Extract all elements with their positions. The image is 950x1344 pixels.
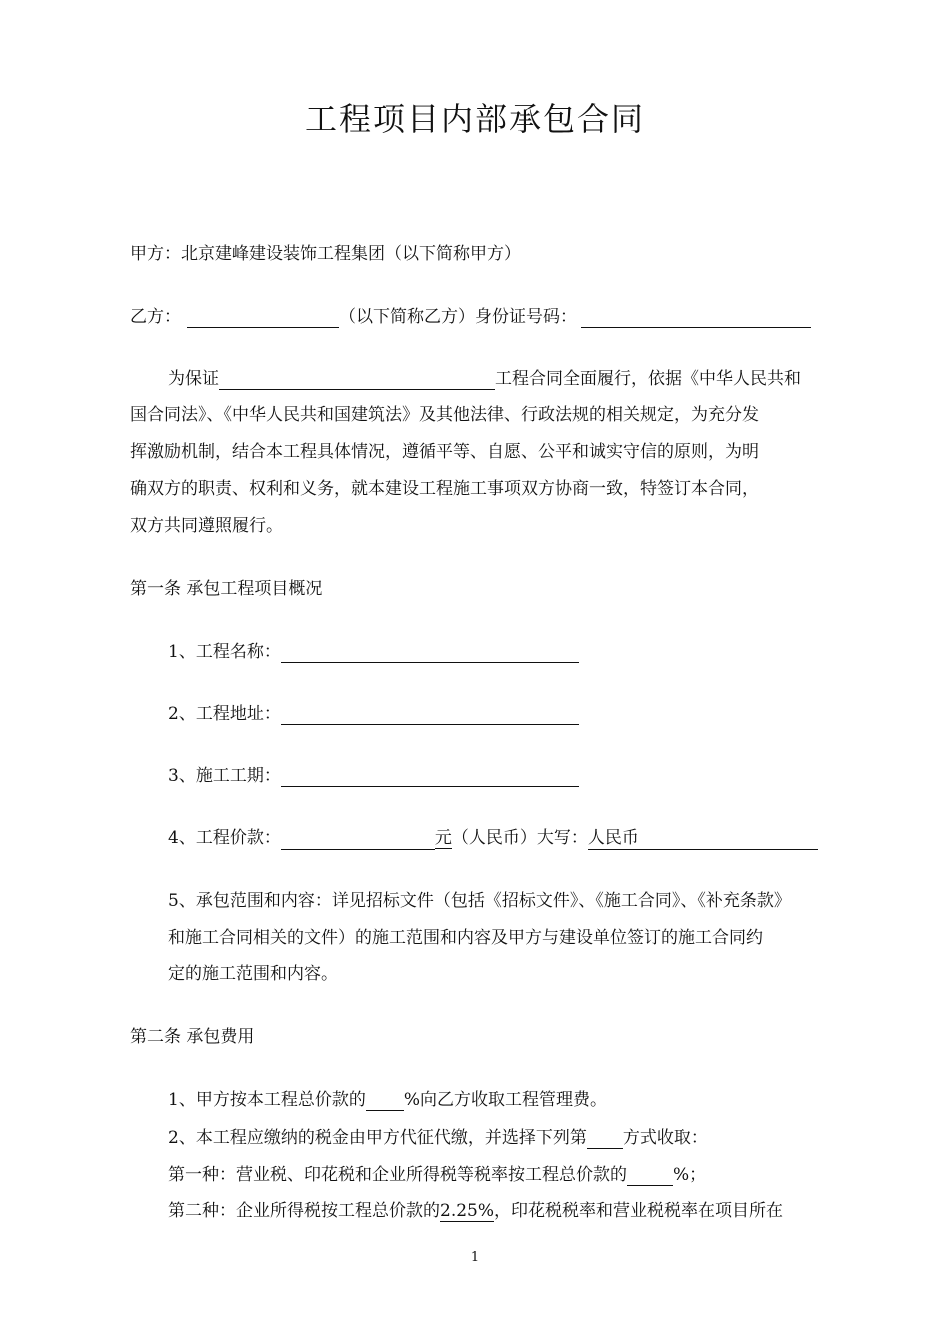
rmb-prefix: 人民币 [587,828,639,848]
preamble-prefix: 为保证 [168,369,219,389]
construction-period-label: 3、施工工期： [168,766,281,786]
project-price-label: 4、工程价款： [168,828,281,848]
tax-option-1-rate-field[interactable] [627,1167,673,1186]
tax-method-choice-field[interactable] [587,1130,623,1149]
article-2-item-1 [168,1089,607,1111]
article-1-item-3 [168,765,579,787]
party-a-line [130,243,521,265]
party-b-line [130,306,811,328]
article-1-item-1 [168,641,579,663]
price-in-words-label: （人民币）大写： [451,828,588,848]
tax-option-2 [168,1200,783,1222]
project-name-field[interactable] [281,644,579,663]
preamble-line-3: 挥激励机制，结合本工程具体情况，遵循平等、自愿、公平和诚实守信的原则，为明 [130,442,759,462]
article-1-item-5-line-3: 定的施工范围和内容。 [168,964,338,984]
tax-option-1 [168,1164,706,1186]
price-in-words-field[interactable] [588,827,818,850]
project-address-field[interactable] [281,706,579,725]
party-a-label: 甲方： [130,244,181,264]
party-a-value: 北京建峰建设装饰工程集团（以下简称甲方） [181,244,521,264]
id-number-blank[interactable] [581,309,811,328]
page-number: 1 [470,1250,480,1265]
article-1-item-5-line-1: 5、承包范围和内容：详见招标文件（包括《招标文件》、《施工合同》、《补充条款》 [168,891,791,911]
tax-method-suffix: 方式收取： [622,1128,708,1148]
management-fee-prefix: 1、甲方按本工程总价款的 [168,1090,366,1110]
management-fee-rate-field[interactable] [366,1092,404,1111]
project-address-label: 2、工程地址： [168,704,281,724]
document-title: 工程项目内部承包合同 [304,100,645,138]
party-b-name-blank[interactable] [187,309,339,328]
article-1-item-5-line-2: 和施工合同相关的文件）的施工范围和内容及甲方与建设单位签订的施工合同约 [168,928,763,948]
preamble-line-2: 国合同法》、《中华人民共和国建筑法》及其他法律、行政法规的相关规定，为充分发 [130,405,759,425]
preamble-line-1 [168,368,801,390]
preamble-line-4: 确双方的职责、权利和义务，就本建设工程施工事项双方协商一致，特签订本合同， [130,479,759,499]
income-tax-rate: 2.25% [440,1201,495,1221]
article-1-item-2 [168,703,579,725]
tax-option-1-prefix: 第一种：营业税、印花税和企业所得税等税率按工程总价款的 [168,1165,627,1185]
party-b-suffix: （以下简称乙方）身份证号码： [339,307,577,327]
project-name-blank[interactable] [219,371,495,390]
preamble-line-5: 双方共同遵照履行。 [130,516,283,536]
tax-method-prefix: 2、本工程应缴纳的税金由甲方代征代缴，并选择下列第 [168,1128,587,1148]
article-1-item-4 [168,827,818,850]
tax-option-1-suffix: %； [673,1165,707,1185]
price-unit: 元 [434,828,452,848]
tax-option-2-prefix: 第二种：企业所得税按工程总价款的 [168,1201,440,1221]
preamble-suffix: 工程合同全面履行，依据《中华人民共和 [495,369,801,389]
article-1-heading: 第一条 承包工程项目概况 [130,579,323,599]
tax-option-2-suffix: ，印花税税率和营业税税率在项目所在 [494,1201,784,1221]
project-price-field[interactable] [281,831,435,850]
management-fee-suffix: %向乙方收取工程管理费。 [403,1090,607,1110]
project-name-label: 1、工程名称： [168,642,281,662]
article-2-item-2 [168,1127,708,1149]
construction-period-field[interactable] [281,768,579,787]
article-2-heading: 第二条 承包费用 [130,1027,255,1047]
party-b-label: 乙方： [130,307,181,327]
